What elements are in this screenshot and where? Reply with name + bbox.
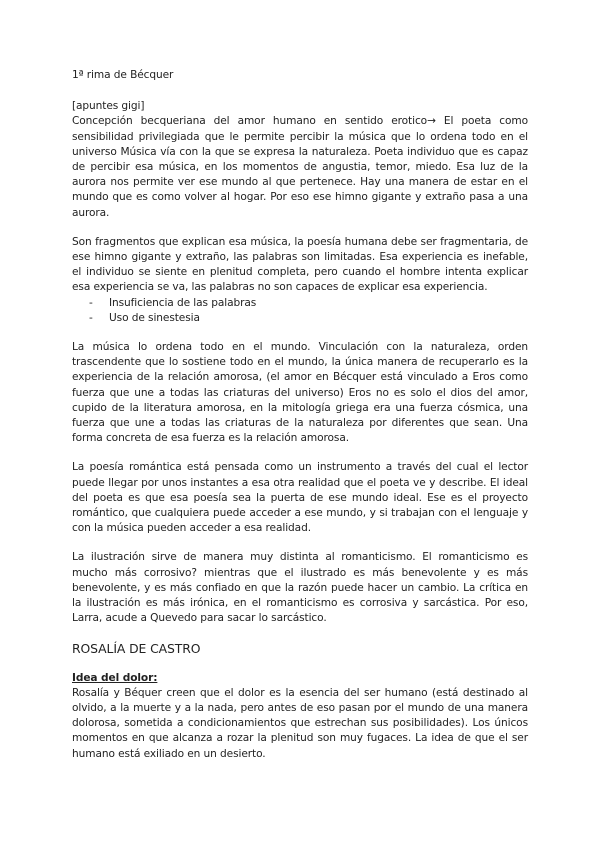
paragraph-1: Concepción becqueriana del amor humano en sentido erotico→ El poeta como sensibilidad privilegiada que le permite percibir la música que lo ordena todo en el universo Música vía con la que se expresa la naturaleza. Poeta individuo que es capaz de percibir esa música, en los momentos de angustia, temor, miedo. Esa luz de la aurora nos permite ver ese mundo al que pertenece. Hay una manera de estar en el mundo que es como volver al hogar. Por eso ese himno gigante y extraño pasa a una aurora.: [72, 115, 528, 219]
list-item: - Uso de sinestesia: [89, 311, 528, 326]
paragraph-2: Son fragmentos que explican esa música, la poesía humana debe ser fragmentaria, de ese himno gigante y extraño, las palabras son limitadas. Esa experiencia es inefable, el individuo se siente en plenitud completa, pero cuando el hombre intenta explicar esa experiencia se va, las palabras no son capaces de explicar esa experiencia.: [72, 235, 528, 294]
list-item: - Insuficiencia de las palabras: [89, 296, 528, 311]
paragraph-4: La poesía romántica está pensada como un instrumento a través del cual el lector puede llegar por unos instantes a esa otra realidad que el poeta ve y describe. El ideal del poeta es que esa poesía sea la puerta de ese mundo ideal. Ese es el proyecto romántico, que cualquiera puede acceder a ese mundo, y si trabajan con el lenguaje y con la música pueden acceder a esa realidad.: [72, 461, 528, 535]
paragraph-3: La música lo ordena todo en el mundo. Vinculación con la naturaleza, orden trascendente que lo sostiene todo en el mundo, la única manera de recuperarlo es la experiencia de la relación amorosa, (el amor en Bécquer está vinculado a Eros como fuerza que une a todas las criaturas del universo) Eros no es solo el dios del amor, cupido de la literatura amorosa, en la mitología griega era una fuerza cósmica, una fuerza que une a todas las criaturas de la naturaleza por diferentes que sean. Una forma concreta de esa fuerza es la relación amorosa.: [72, 341, 528, 445]
section-heading: ROSALÍA DE CASTRO: [72, 640, 201, 656]
document-title: 1ª rima de Bécquer: [72, 69, 174, 81]
spacer: [72, 446, 528, 460]
paragraph-5: La ilustración sirve de manera muy distinta al romanticismo. El romanticismo es mucho más corrosivo? mientras que el ilustrado es más benevolente y es más benevolente, y es más confiado en que la razón puede hacer un cambio. La crítica en la ilustración es más irónica, en el romanticismo es corrosiva y sarcástica. Por eso, Larra, acude a Quevedo para sacar lo sarcástico.: [72, 551, 528, 625]
spacer: [72, 536, 528, 550]
source-note: [apuntes gigi]: [72, 100, 145, 113]
paragraph-6: Rosalía y Béquer creen que el dolor es la esencia del ser humano (está destinado al olvido, a la muerte y a la nada, pero antes de eso pasan por el mundo de una manera dolorosa, sometida a condicionamientos que estrechan sus posibilidades). Los únicos momentos en que alcanza a rozar la plenitud son muy fugaces. La idea de que el ser humano está exiliado en un desierto.: [72, 686, 528, 760]
subheading: Idea del dolor:: [72, 671, 158, 684]
spacer: [72, 221, 528, 235]
spacer: [72, 627, 528, 641]
dash-list: [72, 296, 528, 326]
spacer: [72, 657, 528, 671]
spacer: [72, 326, 528, 340]
spacer: [72, 83, 528, 99]
